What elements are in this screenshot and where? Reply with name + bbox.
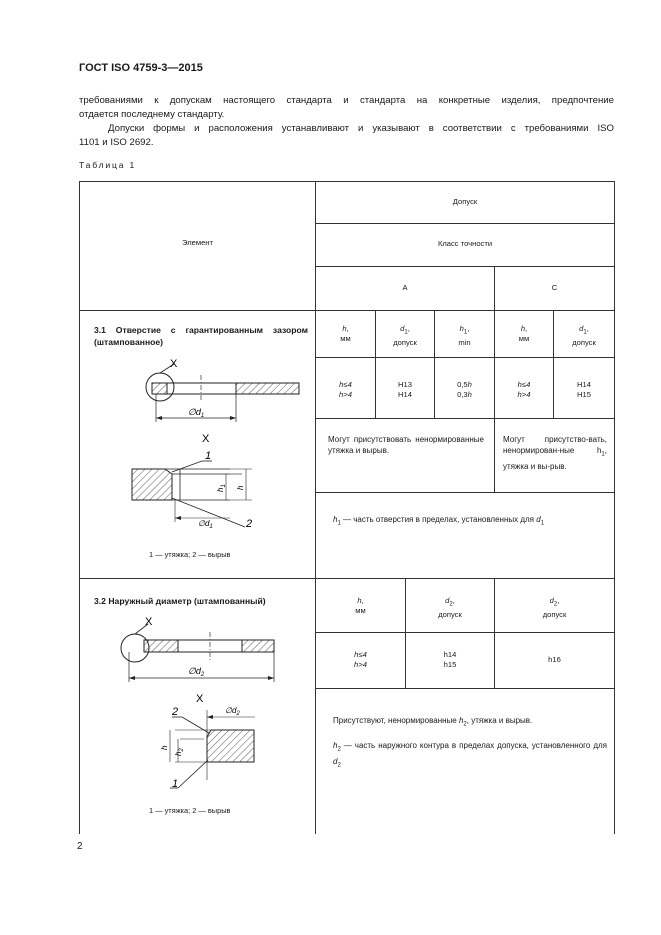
row1-val-d1-a: H13 H14 [398,380,412,399]
dim-h-label: h [160,745,169,750]
row1-val-h-c: h≤4 h>4 [517,380,531,399]
dim-d1-label: $\emptyset d_1$ [188,407,205,419]
row1-note-a: Могут присутствовать ненормированные утяжка и вырыв. [328,435,484,455]
row1-val-h-a: h≤4 h>4 [339,380,352,399]
leader-2-label: 2 [172,706,179,718]
dim-h1-label: $h_1$ [216,484,227,492]
row1-val-d1-c: H14 H15 [577,380,591,399]
header-class-c: C [551,283,558,292]
header-accuracy-class: Класс точности [437,239,493,248]
row2-val-d2-a: h14 h15 [443,650,457,669]
row1-figure [80,350,314,580]
row2-val-h: h≤4 h>4 [354,650,367,669]
row1-col-h1-a: $h_1$, min [458,324,471,347]
intro-p1-line2: отдается последнему стандарту. [79,109,225,120]
document-id: ГОСТ ISO 4759-3—2015 [79,62,203,74]
row1-legend: 1 — утяжка; 2 — вырыв [149,550,231,559]
header-element: Элемент [182,238,213,247]
row2-col-d2-a: $d_2$, допуск [438,596,462,619]
intro-p2-line2: 1101 и ISO 2692. [79,137,154,148]
row1-col-d1-c: $d_1$, допуск [572,324,596,347]
leader-1-label: 1 [205,450,212,462]
table-caption: Таблица 1 [79,160,137,170]
dim-d2-top-label: $\emptyset d_2$ [225,706,240,717]
detail-x-label: X [145,616,153,628]
leader-2-label: 2 [246,518,253,530]
row2-title: 3.2 Наружный диаметр (штампованный) [94,596,266,606]
row2-val-d2-c: h16 [548,655,561,664]
detail-x-title: X [202,433,210,445]
plate-right-section [236,383,299,394]
row2-note: Присутствуют, ненормированные $h_2$, утяжка и вырыв. [333,716,533,728]
page-number: 2 [77,841,83,852]
detail-x-label: X [170,358,178,370]
row2-figure [80,610,314,830]
row2-definition: $h_2$ — часть наружного контура в пределах допуска, установленного для $d_2$ [333,741,607,769]
row1-note-c: Могут присутство-вать, ненормирован-ные $h_1$, утяжка и вы-рыв. [503,435,607,471]
detail-section [132,469,172,500]
dim-d1-lower-label: $\emptyset d_1$ [198,519,213,530]
dim-h2-label: $h_2$ [174,748,185,756]
row2-col-h: h, мм [355,596,366,615]
intro-p1-line1: требованиями к допускам настоящего стандарта и стандарта на конкретные изделия, предпочтение [79,95,614,106]
row2-col-d2-c: $d_2$, допуск [542,596,567,619]
header-class-a: A [402,283,408,292]
dim-h-label: h [236,485,245,490]
row2-legend: 1 — утяжка; 2 — вырыв [149,806,231,815]
row1-val-h1-a: 0,5h 0,3h [457,380,472,399]
row1-col-h-a: h, мм [340,324,351,343]
plate-right-section [242,640,274,652]
intro-paragraph-1 [79,94,614,122]
detail-section [207,730,254,762]
detail-x-title: X [196,693,204,705]
row1-col-h-c: h, мм [518,324,530,343]
intro-paragraph-2 [79,122,614,150]
dim-d2-label: $\emptyset d_2$ [188,666,205,678]
header-tolerance: Допуск [452,197,478,206]
row1-col-d1-a: $d_1$, допуск [393,324,417,347]
row1-title: 3.1 Отверстие с гарантированным зазором (штампованное) [94,325,308,347]
intro-p2-line1: Допуски формы и расположения устанавливают и указывают в соответствии с требованиями ISO [108,123,614,134]
leader-1-label: 1 [172,778,179,790]
row1-definition: $h_1$ — часть отверстия в пределах, установленных для $d_1$ [333,515,545,527]
